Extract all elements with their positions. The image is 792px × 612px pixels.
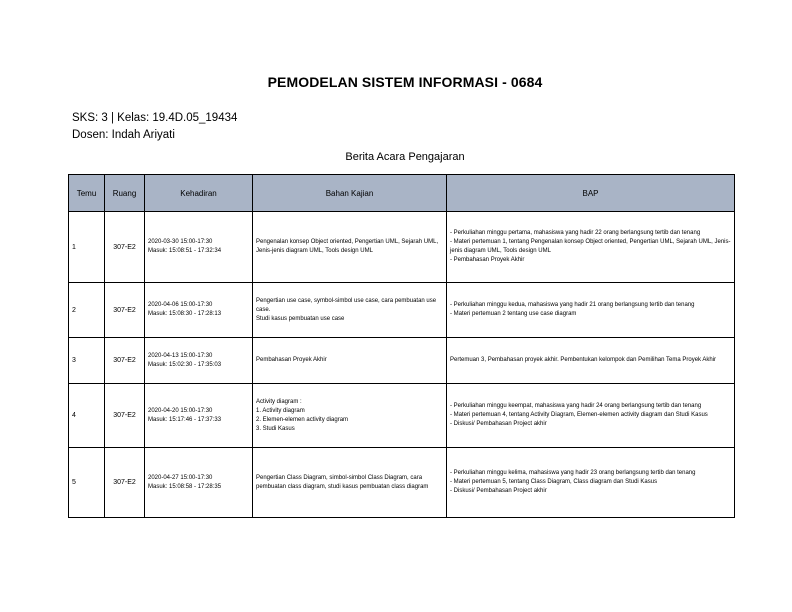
- temu-cell: 3: [69, 338, 105, 384]
- bahan-kajian-cell: Pengertian use case, symbol-simbol use case, cara pembuatan use case. Studi kasus pembuatan use case: [253, 283, 447, 338]
- table-row: [69, 283, 735, 338]
- bap-cell: - Perkuliahan minggu pertama, mahasiswa yang hadir 22 orang berlangsung tertib dan tenang - Materi pertemuan 1, tentang Pengenalan konsep Object oriented, Pengertian UML, Sejarah UML, Jenis-jenis diagram UML, Tools design UML - Pembahasan Proyek Akhir: [447, 212, 735, 283]
- kehadiran-cell: [145, 384, 253, 448]
- kehadiran-cell: [145, 448, 253, 518]
- masuk-text: Masuk: 15:02:30 - 17:35:03: [148, 361, 222, 368]
- masuk-text: Masuk: 15:08:30 - 17:28:13: [148, 311, 222, 317]
- header-bap: BAP: [447, 175, 735, 212]
- dosen-line: Dosen: Indah Ariyati: [72, 129, 175, 141]
- bahan-kajian-cell: Pengertian Class Diagram, simbol-simbol Class Diagram, cara pembuatan class diagram, studi kasus pembuatan class diagram: [253, 448, 447, 518]
- kehadiran-cell: [145, 283, 253, 338]
- header-kehadiran: Kehadiran: [145, 175, 253, 212]
- jadwal-text: 2020-04-06 15:00-17:30: [148, 302, 213, 308]
- header-temu: Temu: [69, 175, 105, 212]
- table-header-row: [69, 175, 735, 212]
- jadwal-text: 2020-04-13 15:00-17:30: [148, 352, 213, 359]
- course-meta: [72, 110, 237, 144]
- bap-cell: - Perkuliahan minggu keempat, mahasiswa yang hadir 24 orang berlangsung tertib dan tenang - Materi pertemuan 4, tentang Activity Diagram, Elemen-elemen activity diagram dan Studi Kasus - Diskusi/ Pembahasan Project akhir: [447, 384, 735, 448]
- bahan-kajian-cell: Pembahasan Proyek Akhir: [253, 338, 447, 384]
- bahan-kajian-cell: Activity diagram : 1. Activity diagram 2. Elemen-elemen activity diagram 3. Studi Kasus: [253, 384, 447, 448]
- sks-kelas-line: SKS: 3 | Kelas: 19.4D.05_19434: [72, 112, 238, 124]
- bap-cell: Pertemuan 3, Pembahasan proyek akhir. Pembentukan kelompok dan Pemilihan Tema Proyek Akhir: [447, 338, 735, 384]
- bap-cell: - Perkuliahan minggu kedua, mahasiswa yang hadir 21 orang berlangsung tertib dan tenang - Materi pertemuan 2 tentang use case diagram: [447, 283, 735, 338]
- masuk-text: Masuk: 15:17:46 - 17:37:33: [148, 416, 222, 423]
- temu-cell: 5: [69, 448, 105, 518]
- kehadiran-cell: [145, 338, 253, 384]
- temu-cell: 4: [69, 384, 105, 448]
- ruang-cell: 307-E2: [105, 338, 145, 384]
- report-subtitle: Berita Acara Pengajaran: [345, 151, 465, 163]
- teaching-report-table: [68, 174, 735, 518]
- jadwal-text: 2020-04-20 15:00-17:30: [148, 407, 213, 414]
- temu-cell: 2: [69, 283, 105, 338]
- ruang-cell: 307-E2: [105, 384, 145, 448]
- table-row: [69, 212, 735, 283]
- table-row: [69, 338, 735, 384]
- kehadiran-cell: [145, 212, 253, 283]
- bahan-kajian-cell: Pengenalan konsep Object oriented, Pengertian UML, Sejarah UML, Jenis-jenis diagram UML, Tools design UML: [253, 212, 447, 283]
- bap-cell: - Perkuliahan minggu kelima, mahasiswa yang hadir 23 orang berlangsung tertib dan tenang - Materi pertemuan 5, tentang Class Diagram, Class diagram dan Studi Kasus - Diskusi/ Pembahasan Project akhir: [447, 448, 735, 518]
- ruang-cell: 307-E2: [105, 212, 145, 283]
- table-row: [69, 448, 735, 518]
- jadwal-text: 2020-03-30 15:00-17:30: [148, 239, 213, 245]
- ruang-cell: 307-E2: [105, 448, 145, 518]
- masuk-text: Masuk: 15:08:51 - 17:32:34: [148, 248, 222, 254]
- document-title: PEMODELAN SISTEM INFORMASI - 0684: [267, 74, 543, 90]
- temu-cell: 1: [69, 212, 105, 283]
- ruang-cell: 307-E2: [105, 283, 145, 338]
- header-bahan-kajian: Bahan Kajian: [253, 175, 447, 212]
- jadwal-text: 2020-04-27 15:00-17:30: [148, 474, 213, 481]
- header-ruang: Ruang: [105, 175, 145, 212]
- masuk-text: Masuk: 15:08:58 - 17:28:35: [148, 483, 222, 490]
- table-row: [69, 384, 735, 448]
